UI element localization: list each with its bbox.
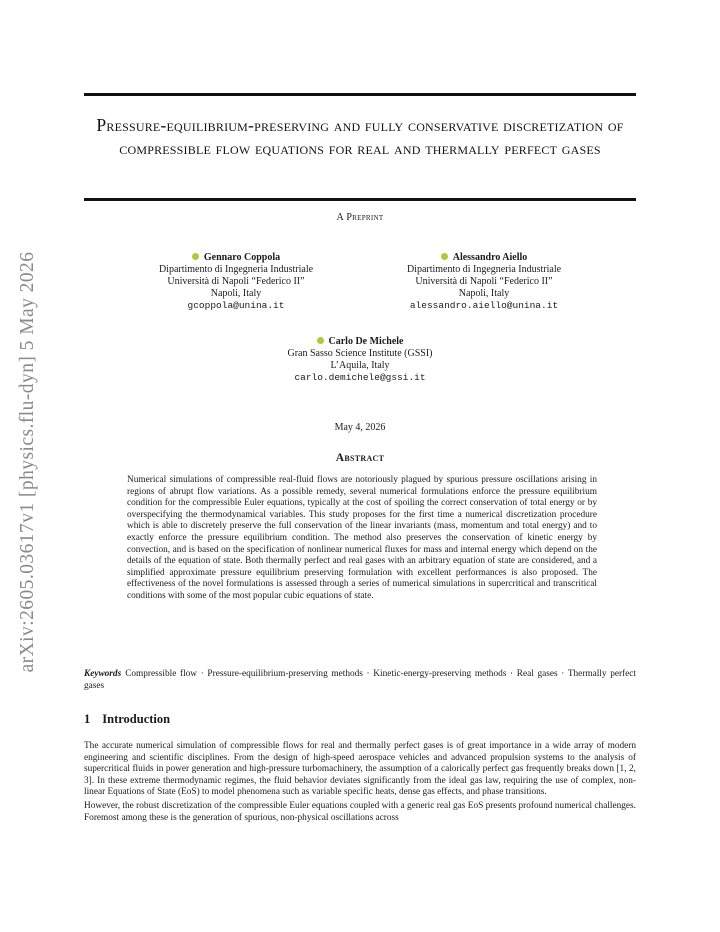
paper-title: Pressure-equilibrium-preserving and fully conservative discretization of compressible flow equations for real and thermally perfect gases bbox=[96, 115, 624, 158]
author-email[interactable]: gcoppola@unina.it bbox=[187, 300, 285, 311]
author-affiliation: Napoli, Italy bbox=[210, 288, 262, 299]
author-affiliation: Università di Napoli “Federico II” bbox=[167, 276, 305, 287]
author-affiliation: Dipartimento di Ingegneria Industriale bbox=[406, 264, 562, 275]
orcid-icon[interactable] bbox=[317, 337, 324, 344]
abstract-text: Numerical simulations of compressible real-fluid flows are notoriously plagued by spurious pressure oscillations arising in regions of abrupt flow variations. As a possible remedy, several numerical formulations enforce the pressure equilibrium condition for the compressible Euler equations, typically at the cost of spoiling the correct conservation of total energy or by overspecifying the thermodynamical variables. This study proposes for the first time a numerical discretization procedure which is able to discretely preserve the full conservation of the linear invariants (mass, momentum and total energy) and to exactly enforce the pressure equilibrium condition. The method also preserves the conservation of kinetic energy by convection, and is based on the specification of nonlinear numerical fluxes for mass and internal energy which depend on the details of the equation of state. Both thermally perfect and real gases with an arbitrary equation of state are considered, and a simplified approximate pressure equilibrium preserving formulation with excellent performances is also proposed. The effectiveness of the novel formulations is assessed through a series of numerical simulations in supercritical and transcritical conditions with some of the most popular cubic equations of state. bbox=[127, 475, 597, 601]
author-affiliation: Università di Napoli “Federico II” bbox=[415, 276, 553, 287]
author-block-2 bbox=[344, 252, 624, 312]
author-block-1 bbox=[96, 252, 376, 312]
body-paragraph-1: The accurate numerical simulation of compressible flows for real and thermally perfect gases is of great importance in a wide array of modern engineering and scientific disciplines. From the design of high-speed aerospace vehicles and advanced propulsion systems to the analysis of supercritical fluids in power generation and high-pressure turbomachinery, the assumption of a calorically perfect gas frequently breaks down [1, 2, 3]. In these extreme thermodynamic regimes, the fluid behavior deviates significantly from the ideal gas law, requiring the use of complex, non-linear Equations of State (EoS) to model phenomena such as variable specific heats, dense gas effects, and phase transitions. bbox=[84, 741, 636, 798]
author-name: Alessandro Aiello bbox=[344, 252, 624, 264]
orcid-icon[interactable] bbox=[192, 253, 199, 260]
keywords-label: Keywords bbox=[84, 669, 122, 679]
section-number: 1 bbox=[84, 712, 91, 726]
author-affiliation: Napoli, Italy bbox=[458, 288, 510, 299]
body-paragraph-2: However, the robust discretization of the compressible Euler equations coupled with a generic real gas EoS presents profound numerical challenges. Foremost among these is the generation of spurious, non-physical oscillations across bbox=[84, 801, 636, 823]
section-heading bbox=[84, 712, 170, 727]
section-title: Introduction bbox=[102, 712, 171, 726]
author-email[interactable]: carlo.demichele@gssi.it bbox=[294, 372, 426, 383]
author-affiliation: L’Aquila, Italy bbox=[330, 360, 390, 371]
title-bottom-rule bbox=[84, 198, 636, 201]
keywords bbox=[84, 669, 636, 692]
title-top-rule bbox=[84, 93, 636, 96]
author-name: Gennaro Coppola bbox=[96, 252, 376, 264]
author-name: Carlo De Michele bbox=[220, 336, 500, 348]
author-block-3 bbox=[220, 336, 500, 384]
author-affiliation: Dipartimento di Ingegneria Industriale bbox=[158, 264, 314, 275]
orcid-icon[interactable] bbox=[441, 253, 448, 260]
abstract-heading: Abstract bbox=[335, 452, 385, 464]
author-email[interactable]: alessandro.aiello@unina.it bbox=[409, 300, 559, 311]
paper-date: May 4, 2026 bbox=[334, 422, 386, 433]
keywords-list: Compressible flow · Pressure-equilibrium-preserving methods · Kinetic-energy-preserving methods · Real gases · Thermally perfect gases bbox=[84, 669, 636, 691]
preprint-label: A Preprint bbox=[336, 212, 384, 223]
author-affiliation: Gran Sasso Science Institute (GSSI) bbox=[287, 348, 433, 359]
arxiv-stamp: arXiv:2605.03617v1 [physics.flu-dyn] 5 May 2026 bbox=[17, 251, 38, 673]
